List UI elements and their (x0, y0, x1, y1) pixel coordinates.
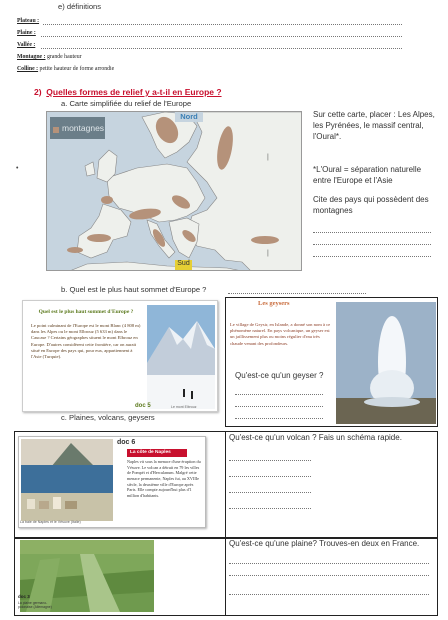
geyser-image (336, 302, 436, 424)
legend-swatch (53, 127, 59, 133)
section-title: Quelles formes de relief y a-t-il en Europe ? (46, 87, 222, 97)
answer-line (313, 232, 431, 233)
definition-montagne (17, 54, 82, 60)
answer-line (235, 418, 323, 419)
summit-document (22, 300, 218, 412)
answer-line (313, 256, 431, 257)
geyser-photo (336, 302, 436, 424)
naples-caption: La baie de Naples et le Vésuve (Italie) (20, 520, 81, 524)
answer-line (229, 492, 311, 493)
naples-document (18, 436, 206, 528)
answer-line (229, 563, 429, 564)
map-tick-2: | (267, 250, 269, 257)
answer-line (235, 406, 323, 407)
plain-caption: La plaine germano-polonaise (Allemagne) (18, 601, 52, 610)
doc-label: doc 3 (18, 594, 30, 599)
section-number: 2) (34, 87, 42, 97)
section-e-label: e) définitions (58, 2, 102, 11)
answer-line (228, 293, 366, 294)
row-divider (225, 539, 226, 615)
europe-relief-map (46, 111, 302, 271)
answer-line (229, 460, 311, 461)
part-c-label: c. Plaines, volcans, geysers (61, 413, 155, 422)
volcano-question: Qu'est-ce qu'un volcan ? Fais un schéma rapide. (229, 433, 402, 442)
row-divider (225, 432, 226, 537)
definition-term: Vallée : (17, 42, 36, 48)
mountains-question: Cite des pays qui possèdent des montagnes (313, 195, 429, 215)
geyser-doc-title: Les geysers (258, 300, 290, 307)
summit-doc-title: Quel est le plus haut sommet d'Europe ? (38, 309, 134, 315)
south-label: Sud (175, 260, 192, 270)
answer-line (229, 476, 311, 477)
summit-doc-text: Le point culminant de l'Europe est le mont Blanc (4 808 m) dans les Alpes ou le mont Elbrouz (5 633 m) dans le Caucase ? Certains géographes situent le mont Elbrouz en Europe. D'autres considèrent cette frontière, car on aurait situé en Europe des pays qui, pour eux, appartiennent à l'Asie (Turquie). (31, 323, 141, 359)
north-label: Nord (175, 112, 203, 122)
plain-question: Qu'est-ce qu'une plaine? Trouves-en deux en France. (229, 539, 420, 548)
definition-term: Plaine : (17, 30, 36, 36)
definition-term: Colline : (17, 66, 39, 72)
naples-bay-photo (21, 439, 113, 521)
geyser-question: Qu'est-ce qu'un geyser ? (235, 371, 324, 380)
definition-text: petite hauteur de forme arrondie (39, 66, 115, 72)
mountain-image (147, 305, 215, 409)
oural-note: *L'Oural = séparation naturelle entre l'Europe et l'Asie (313, 165, 422, 185)
answer-line (235, 394, 323, 395)
answer-line (229, 508, 311, 509)
map-tick-1: | (267, 154, 269, 161)
naples-doc-text: Naples vit sous la menace d'une éruption du Vésuve. Le volcan a détruit en 79 les villes de Pompéi et d'Herculanum. Malgré cette menace permanente, Naples fut, au XVIIIe siècle, la deuxième ville d'Europe après Paris. Elle compte aujourd'hui plus d'1 million d'habitants. (127, 459, 201, 499)
answer-line (313, 244, 431, 245)
doc-label: doc 6 (117, 439, 136, 446)
definition-term: Plateau : (17, 18, 40, 24)
part-b-label: b. Quel est le plus haut sommet d'Europe ? (61, 285, 207, 294)
definition-colline (17, 66, 114, 72)
doc-label: doc 5 (135, 403, 151, 409)
answer-line (229, 594, 429, 595)
answer-line (229, 575, 429, 576)
mount-elbrus-photo (147, 305, 215, 409)
map-legend (50, 117, 105, 139)
geyser-doc-text: Le village de Geysir, en Islande, a donné son nom à ce phénomène naturel. En pays volcanique, un geyser est un jaillissement plus ou moins régulier d'eau très chaude venant des profondeurs. (230, 322, 331, 346)
map-instructions: Sur cette carte, placer : Les Alpes, les Pyrénées, le massif central, l'Oural*. (313, 110, 435, 141)
legend-label: montagnes (62, 123, 105, 133)
naples-doc-title: La côte de Naples (127, 449, 187, 457)
definition-term: Montagne : (17, 54, 46, 60)
photo-caption: Le mont Elbrouz (171, 405, 197, 409)
part-a-label: a. Carte simplifiée du relief de l'Europe (61, 99, 192, 108)
bullet-marker: • (16, 165, 19, 172)
definition-text: grande hauteur (46, 54, 82, 60)
naples-image (21, 439, 113, 521)
geyser-box (225, 297, 438, 427)
section-2-heading (34, 87, 222, 97)
